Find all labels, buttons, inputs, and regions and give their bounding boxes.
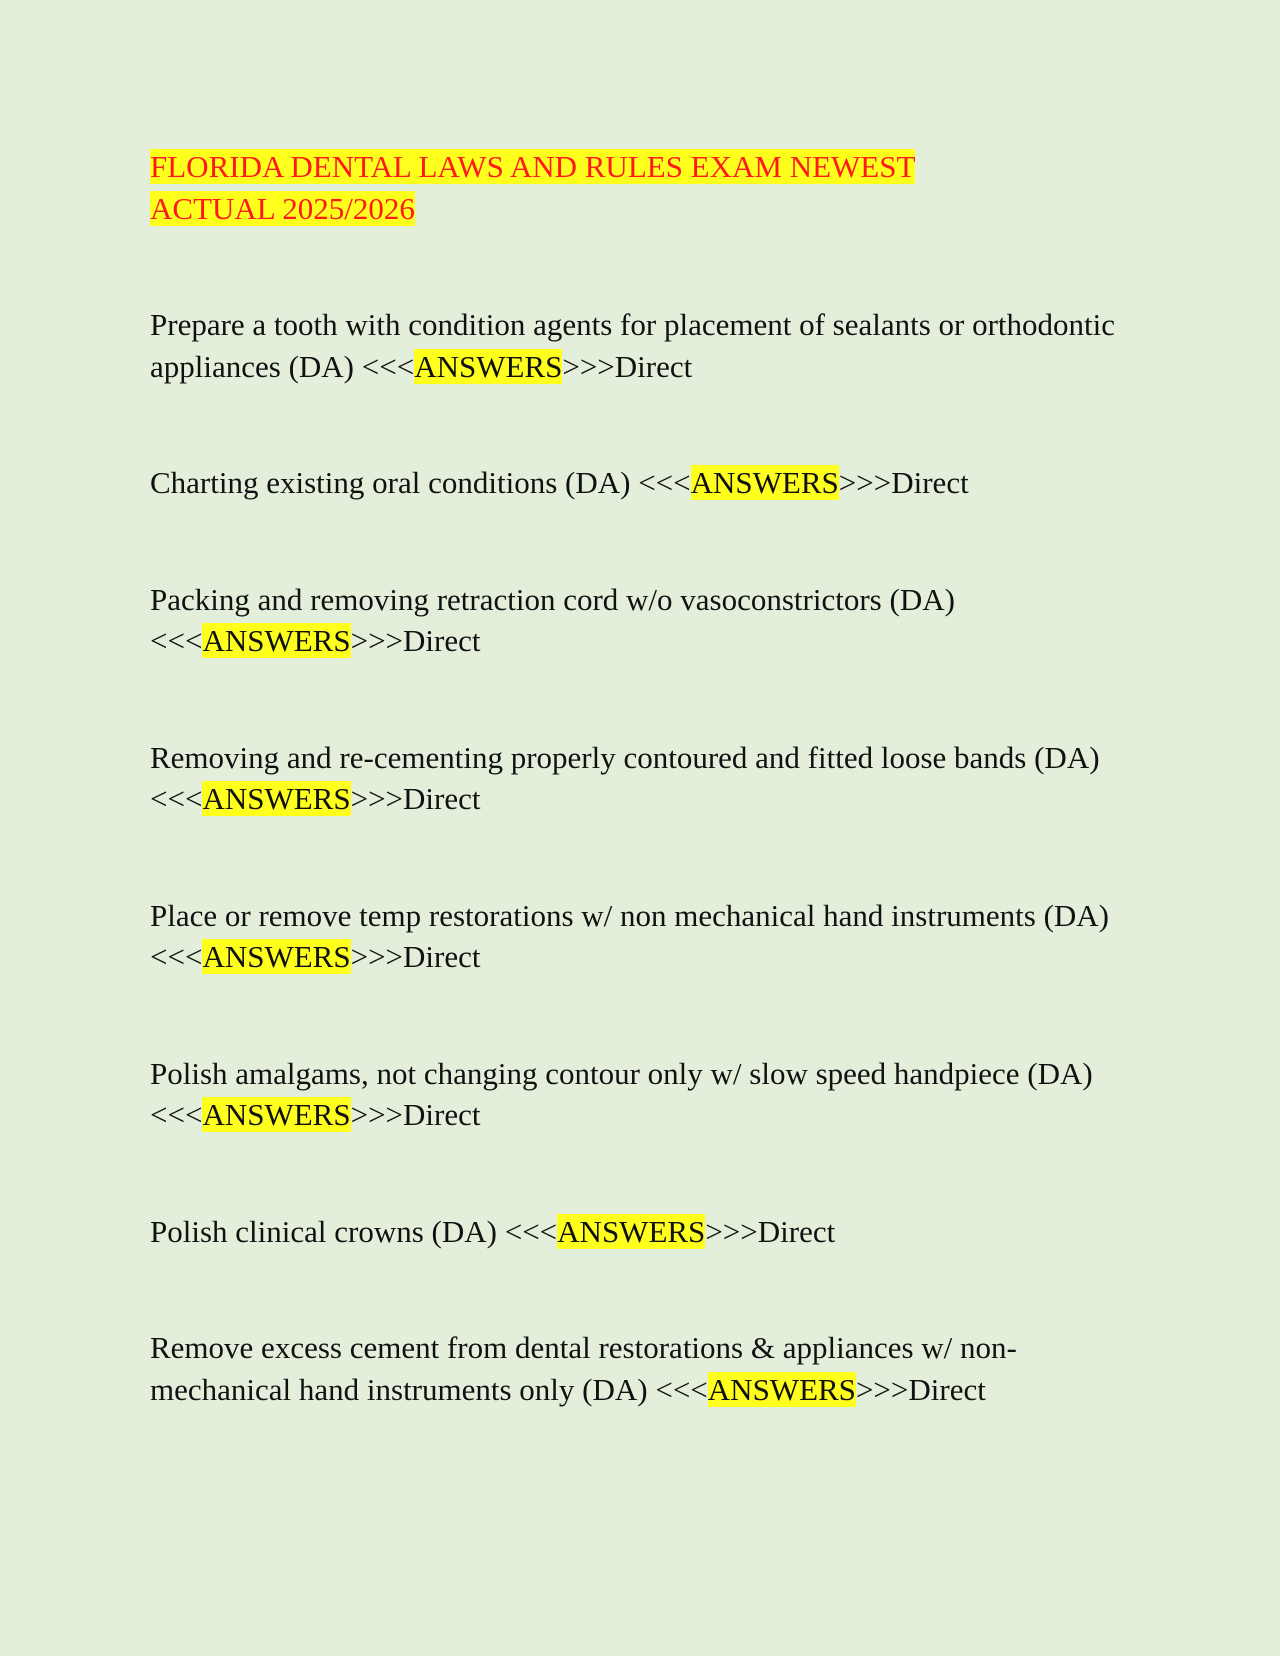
answer-close-marker: >>> <box>705 1213 758 1249</box>
answers-label: ANSWERS <box>557 1213 706 1249</box>
answers-label: ANSWERS <box>414 348 563 384</box>
answer-close-marker: >>> <box>350 781 404 816</box>
qa-item <box>150 1211 1150 1253</box>
answer-close-marker: >>> <box>350 623 404 658</box>
question-text: Remove excess cement from dental restorations & appliances w/ non-mechanical hand instruments only (DA) <box>150 1330 1017 1407</box>
answer-text: Direct <box>757 1213 836 1249</box>
answers-label: ANSWERS <box>707 1371 856 1407</box>
answer-close-marker: >>> <box>350 939 404 974</box>
qa-item <box>150 1327 1150 1410</box>
question-text: Prepare a tooth with condition agents for placement of sealants or orthodontic appliances (DA) <box>150 307 1116 384</box>
answers-label: ANSWERS <box>690 465 839 500</box>
answer-text: Direct <box>403 939 481 974</box>
qa-item <box>150 579 1150 662</box>
answer-open-marker: <<< <box>150 1097 203 1132</box>
title-line-1: FLORIDA DENTAL LAWS AND RULES EXAM NEWEST <box>150 149 916 184</box>
answer-text: Direct <box>403 623 481 658</box>
question-text: Place or remove temp restorations w/ non mechanical hand instruments (DA) <box>150 897 1110 933</box>
answers-label: ANSWERS <box>202 781 351 816</box>
question-text: Charting existing oral conditions (DA) <box>150 465 639 500</box>
question-text: Packing and removing retraction cord w/o vasoconstrictors (DA) <box>150 581 955 617</box>
answer-open-marker: <<< <box>504 1213 558 1249</box>
answer-open-marker: <<< <box>150 939 203 974</box>
answer-close-marker: >>> <box>562 348 615 384</box>
answer-close-marker: >>> <box>855 1371 909 1407</box>
title-line-2: ACTUAL 2025/2026 <box>150 190 415 226</box>
question-text: Removing and re-cementing properly contoured and fitted loose bands (DA) <box>150 739 1100 775</box>
answer-open-marker: <<< <box>655 1371 708 1407</box>
qa-item <box>150 304 1150 387</box>
qa-list <box>150 304 1150 1410</box>
answer-open-marker: <<< <box>361 348 415 384</box>
answer-text: Direct <box>403 781 481 816</box>
answers-label: ANSWERS <box>202 939 351 974</box>
answer-text: Direct <box>908 1371 986 1407</box>
answer-open-marker: <<< <box>150 623 203 658</box>
question-text: Polish clinical crowns (DA) <box>150 1213 505 1249</box>
answers-label: ANSWERS <box>202 623 351 658</box>
qa-item <box>150 737 1150 820</box>
answer-close-marker: >>> <box>838 465 892 500</box>
answer-close-marker: >>> <box>350 1097 404 1132</box>
question-text: Polish amalgams, not changing contour only w/ slow speed handpiece (DA) <box>150 1055 1093 1091</box>
answers-label: ANSWERS <box>202 1097 351 1132</box>
answer-text: Direct <box>891 465 969 500</box>
answer-open-marker: <<< <box>150 781 203 816</box>
document-title <box>150 146 1150 229</box>
qa-item <box>150 895 1150 978</box>
answer-open-marker: <<< <box>638 465 691 500</box>
qa-item <box>150 462 1150 504</box>
qa-item <box>150 1053 1150 1136</box>
document-page <box>150 146 1150 1485</box>
answer-text: Direct <box>403 1097 481 1132</box>
answer-text: Direct <box>614 348 693 384</box>
